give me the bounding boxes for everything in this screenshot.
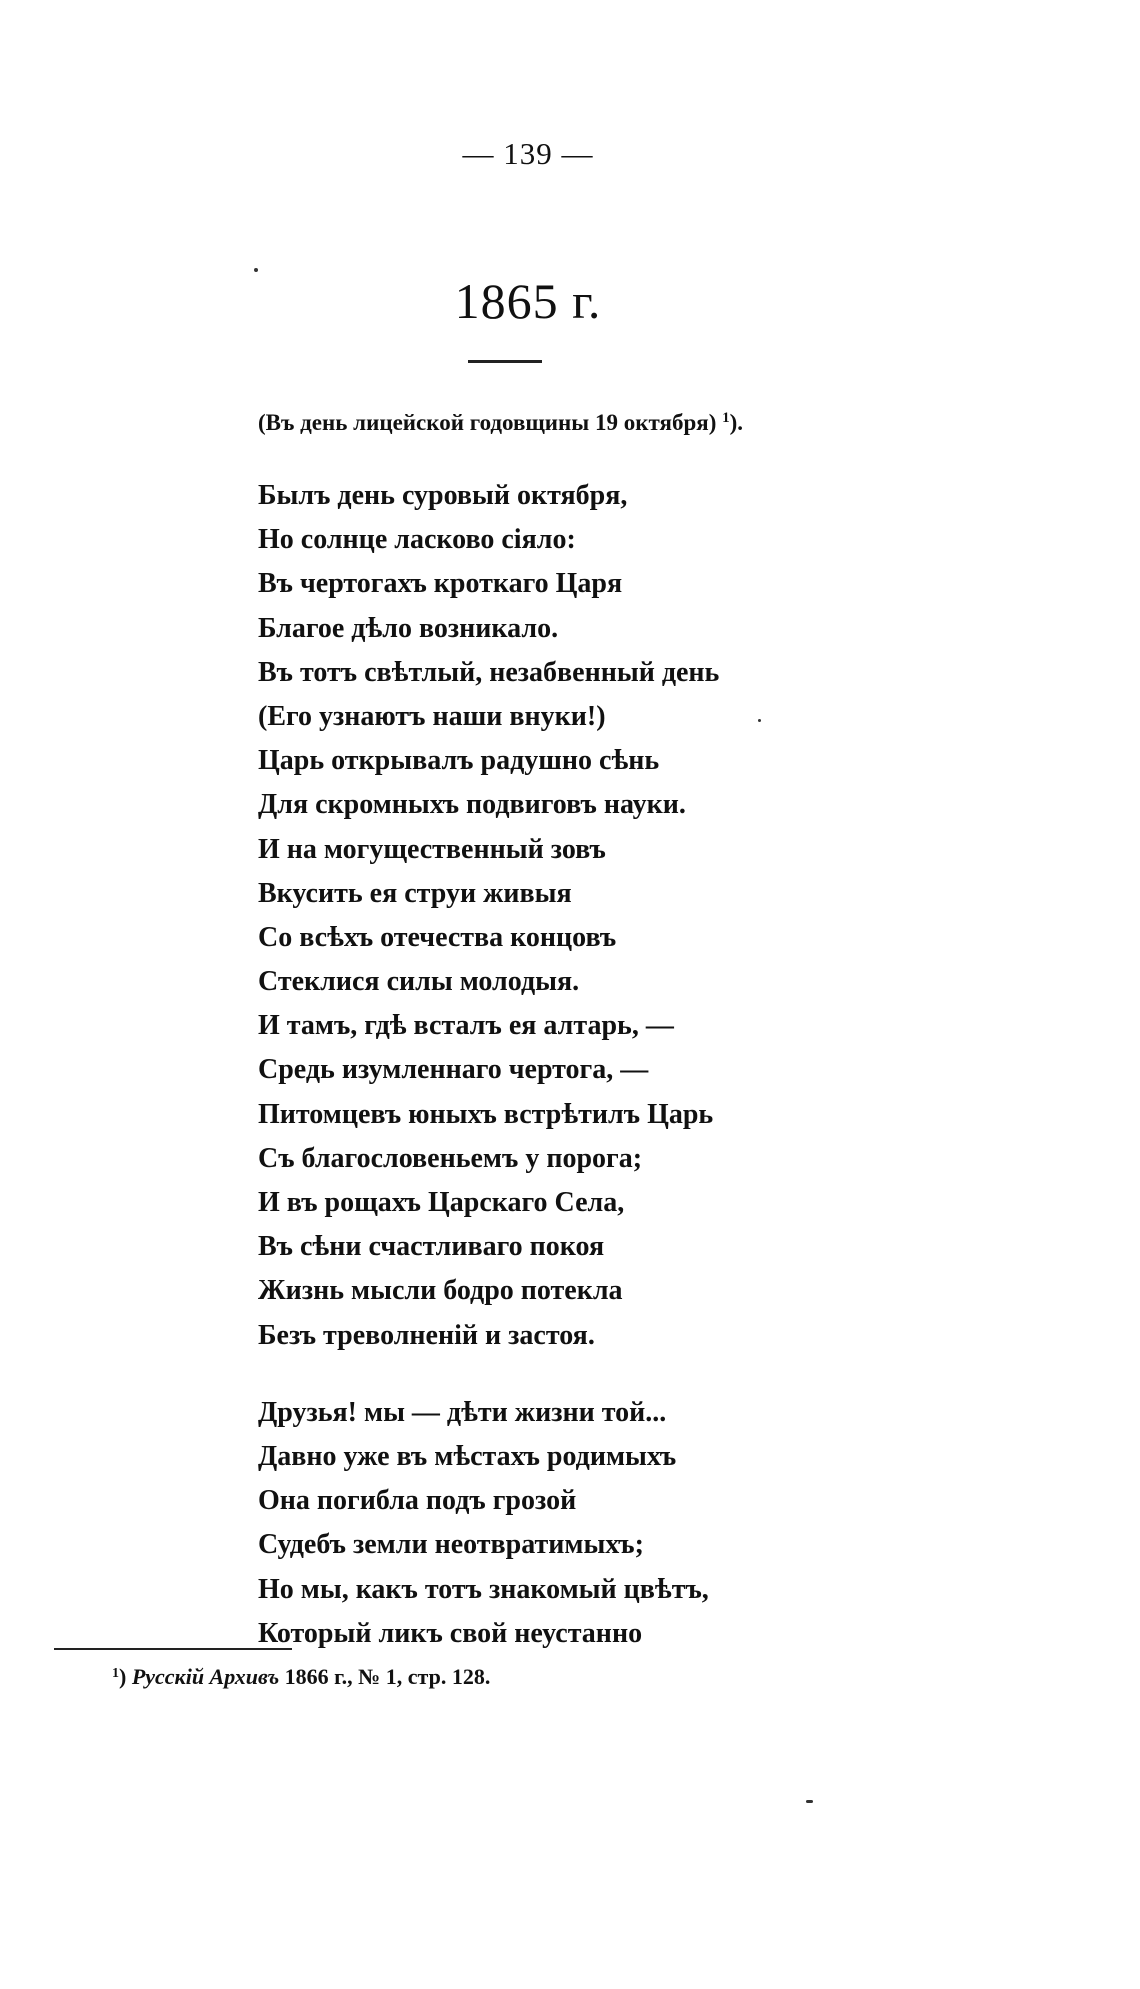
footnote: [112, 1664, 490, 1690]
heading-rule: [468, 360, 542, 363]
poem-line: И тамъ, гдѣ всталъ ея алтарь, —: [258, 1010, 674, 1042]
poem-line: Благое дѣло возникало.: [258, 612, 559, 644]
poem-line: Съ благословеньемъ у порога;: [258, 1142, 643, 1174]
poem-line: Который ликъ свой неустанно: [258, 1617, 643, 1649]
poem: [258, 474, 719, 1656]
footnote-rule: [54, 1648, 292, 1650]
poem-line: Питомцевъ юныхъ встрѣтилъ Царь: [258, 1098, 714, 1130]
poem-line: Безъ треволненій и застоя.: [258, 1319, 595, 1351]
poem-line: Но мы, какъ тотъ знакомый цвѣтъ,: [258, 1573, 709, 1605]
poem-line: Жизнь мысли бодро потекла: [258, 1275, 623, 1307]
poem-line: Въ сѣни счастливаго покоя: [258, 1231, 605, 1263]
dedication: [258, 410, 743, 436]
year-heading: 1865 г.: [454, 273, 602, 329]
poem-line: Давно уже въ мѣстахъ родимыхъ: [258, 1440, 677, 1472]
footnote-details: 1866 г., № 1, стр. 128.: [284, 1664, 491, 1689]
page-number: — 139 —: [462, 136, 594, 171]
footnote-source: Русскій Архивъ: [131, 1664, 280, 1689]
poem-line: Вкусить ея струи живыя: [258, 877, 572, 909]
poem-line: Для скромныхъ подвиговъ науки.: [258, 789, 686, 821]
footnote-paren: ): [119, 1664, 127, 1689]
poem-line: Средь изумленнаго чертога, —: [258, 1054, 649, 1086]
poem-line: Судебъ земли неотвратимыхъ;: [258, 1529, 644, 1561]
dedication-closing: ).: [729, 410, 744, 435]
poem-line: Со всѣхъ отечества концовъ: [258, 921, 617, 953]
poem-line: Стеклися силы молодыя.: [258, 966, 580, 998]
poem-line: (Его узнаютъ наши внуки!): [258, 700, 606, 732]
poem-line: Былъ день суровый октября,: [258, 480, 628, 511]
dedication-footnote-marker: 1: [722, 410, 730, 426]
dedication-text: (Въ день лицейской годовщины 19 октября): [258, 410, 717, 435]
scan-speck: [758, 719, 761, 722]
stanza-1: [258, 474, 719, 1358]
poem-line: Но солнце ласково сіяло:: [258, 524, 576, 556]
poem-line: Въ тотъ свѣтлый, незабвенный день: [258, 656, 720, 688]
stanza-2: [258, 1391, 719, 1656]
scan-speck: [254, 268, 258, 272]
poem-line: Она погибла подъ грозой: [258, 1485, 577, 1517]
poem-line: И на могущественный зовъ: [258, 833, 606, 865]
scan-speck: [806, 1800, 813, 1803]
poem-line: Царь открывалъ радушно сѣнь: [258, 745, 660, 777]
footnote-marker: 1: [112, 1666, 119, 1681]
poem-line: И въ рощахъ Царскаго Села,: [258, 1187, 625, 1218]
poem-line: Друзья! мы — дѣти жизни той...: [258, 1396, 667, 1428]
poem-line: Въ чертогахъ кроткаго Царя: [258, 568, 623, 600]
